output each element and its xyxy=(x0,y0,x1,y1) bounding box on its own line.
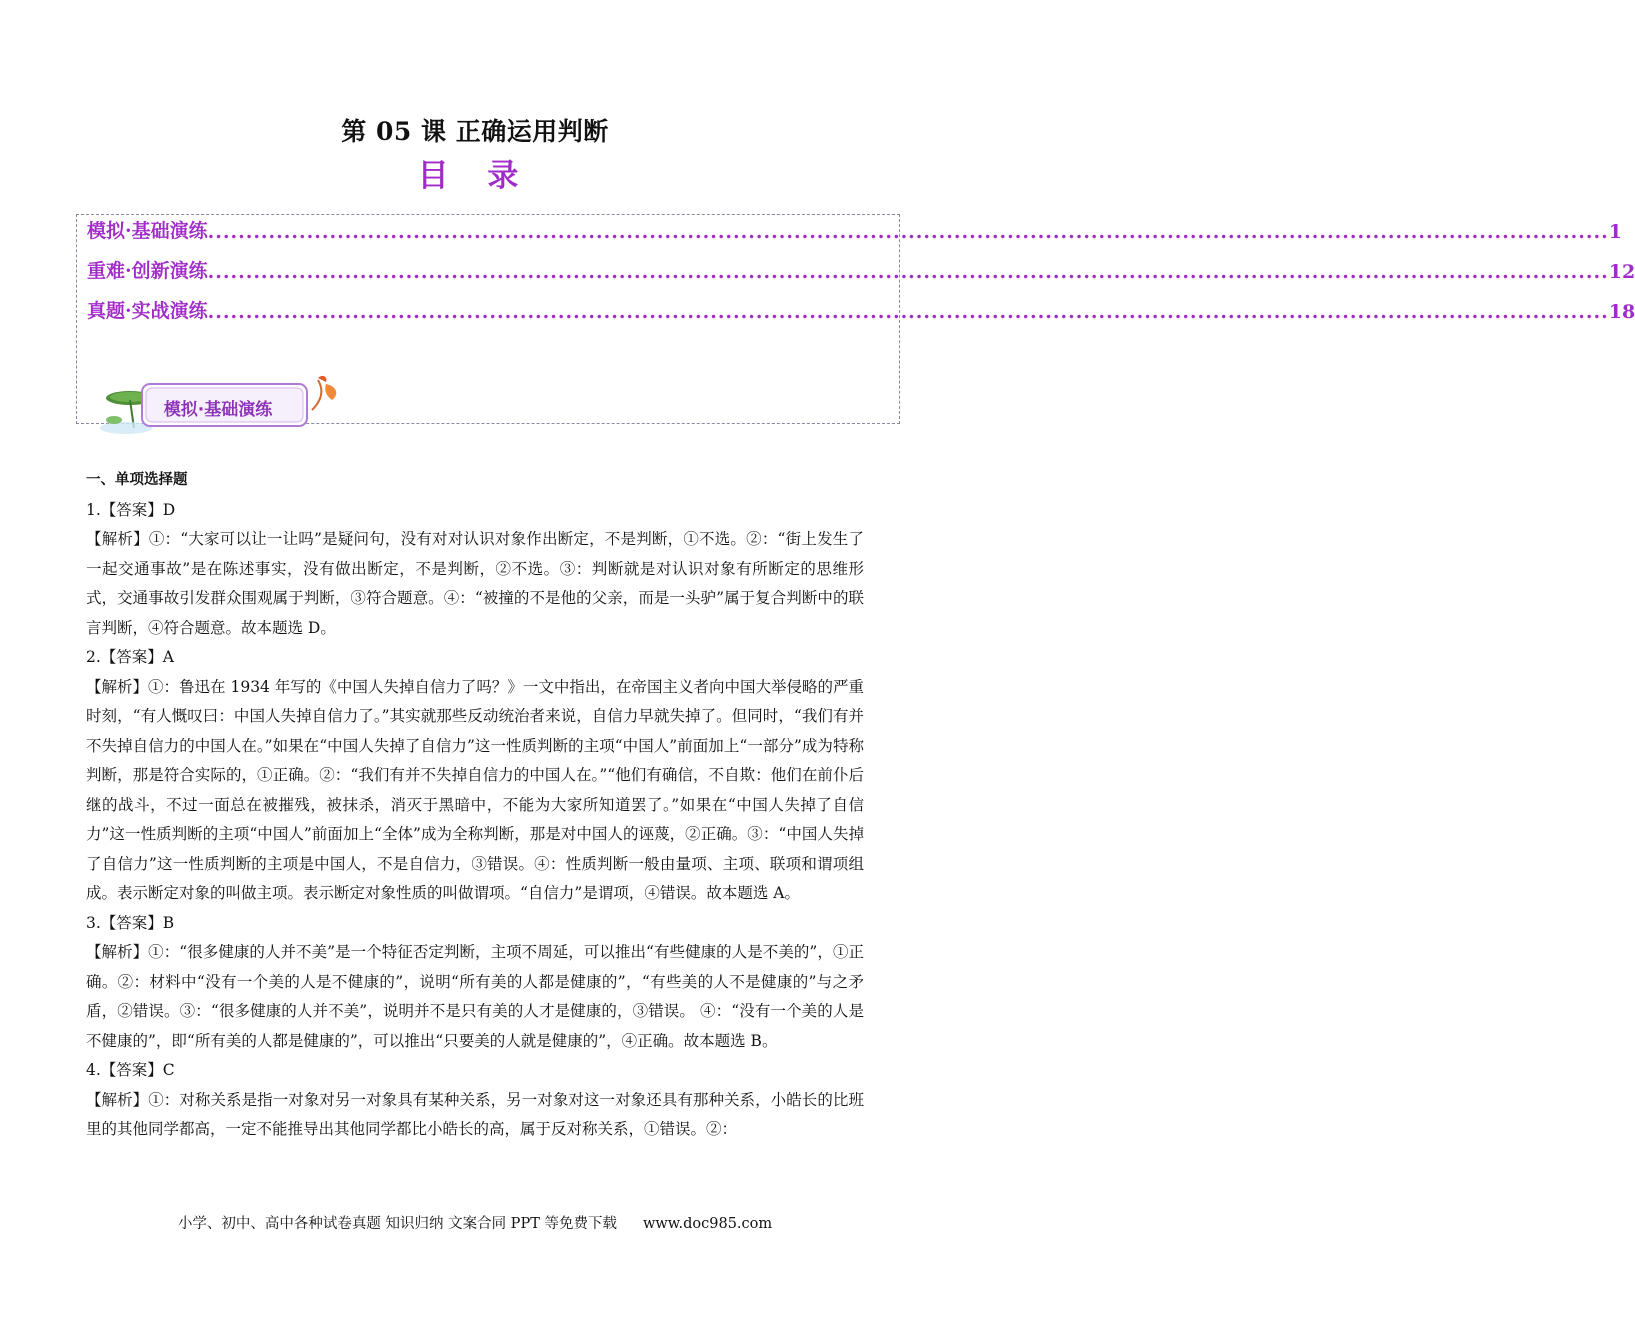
toc-leader-dots: ........................................................................................................................................................................................ xyxy=(207,261,1609,283)
answer-line: 3.【答案】B xyxy=(86,913,175,932)
toc-entry-label: 重难·创新演练 xyxy=(87,260,208,282)
toc-leader-dots: ........................................................................................................................................................................................ xyxy=(207,301,1609,323)
toc-entry-label: 真题·实战演练 xyxy=(87,300,208,322)
document-title: 第 05 课 正确运用判断 xyxy=(341,117,609,146)
answer-item-1 xyxy=(86,496,864,644)
leaf-sprig-icon xyxy=(312,376,336,410)
toc-entry-label: 模拟·基础演练 xyxy=(87,220,208,242)
analysis-paragraph: 【解析】①：对称关系是指一对象对另一对象具有某种关系，另一对象对这一对象还具有那种关系，小皓长的比班里的其他同学都高，一定不能推导出其他同学都比小皓长的高，属于反对称关系，①错误。②： xyxy=(86,1090,864,1138)
footer-text: 小学、初中、高中各种试卷真题 知识归纳 文案合同 PPT 等免费下载 xyxy=(177,1216,617,1232)
section-banner-label: 模拟·基础演练 xyxy=(163,400,273,420)
analysis-paragraph: 【解析】①：“很多健康的人并不美”是一个特征否定判断，主项不周延，可以推出“有些健康的人是不美的”，①正确。②：材料中“没有一个美的人是不健康的”，说明“所有美的人都是健康的”，“有些美的人不是健康的”与之矛盾，②错误。③：“很多健康的人并不美”，说明并不是只有美的人才是健康的，③错误。 ④：“没有一个美的人是不健康的”，即“所有美的人都是健康的”，可以推出“只要美的人就是健康的”，④正确。故本题选 B。 xyxy=(86,943,864,1050)
answer-line: 1.【答案】D xyxy=(86,500,176,519)
analysis-paragraph: 【解析】①：“大家可以让一让吗”是疑问句，没有对对认识对象作出断定，不是判断，①不选。②：“街上发生了一起交通事故”是在陈述事实，没有做出断定，不是判断，②不选。③：判断就是对认识对象有所断定的思维形式，交通事故引发群众围观属于判断，③符合题意。④：“被撞的不是他的父亲，而是一头驴”属于复合判断中的联言判断，④符合题意。故本题选 D。 xyxy=(86,530,864,637)
answer-content xyxy=(86,466,864,1145)
answer-item-4 xyxy=(86,1056,864,1145)
toc-leader-dots: ........................................................................................................................................................................................ xyxy=(207,221,1609,243)
answer-item-2 xyxy=(86,643,864,909)
answer-line: 2.【答案】A xyxy=(86,648,174,666)
toc-entry-page: 1 xyxy=(1608,221,1622,243)
answer-line: 4.【答案】C xyxy=(86,1061,175,1079)
toc-entry-2[interactable] xyxy=(87,255,1635,283)
toc-entry-page: 12 xyxy=(1608,261,1635,283)
toc-entry-1[interactable] xyxy=(87,215,1622,243)
answer-item-3 xyxy=(86,909,864,1057)
toc-entry-3[interactable] xyxy=(87,295,1635,323)
toc-entry-page: 18 xyxy=(1608,301,1635,323)
page-footer xyxy=(0,1212,950,1233)
toc-heading: 目 录 xyxy=(417,158,533,194)
analysis-paragraph: 【解析】①：鲁迅在 1934 年写的《中国人失掉自信力了吗？》一文中指出，在帝国主义者向中国大举侵略的严重时刻，“有人慨叹曰：中国人失掉自信力了。”其实就那些反动统治者来说，自信力早就失掉了。但同时，“我们有并不失掉自信力的中国人在。”如果在“中国人失掉了自信力”这一性质判断的主项“中国人”前面加上“一部分”成为特称判断，那是符合实际的，①正确。②：“我们有并不失掉自信力的中国人在。”“他们有确信，不自欺：他们在前仆后继的战斗，不过一面总在被摧残，被抹杀，消灭于黑暗中，不能为大家所知道罢了。”如果在“中国人失掉了自信力”这一性质判断的主项“中国人”前面加上“全体”成为全称判断，那是对中国人的诬蔑，②正确。③：“中国人失掉了自信力”这一性质判断的主项是中国人，不是自信力，③错误。④：性质判断一般由量项、主项、联项和谓项组成。表示断定对象的叫做主项。表示断定对象性质的叫做谓项。“自信力”是谓项，④错误。故本题选 A。 xyxy=(86,677,864,902)
footer-url-link[interactable]: www.doc985.com xyxy=(642,1216,773,1232)
section-heading: 一、单项选择题 xyxy=(86,472,188,488)
